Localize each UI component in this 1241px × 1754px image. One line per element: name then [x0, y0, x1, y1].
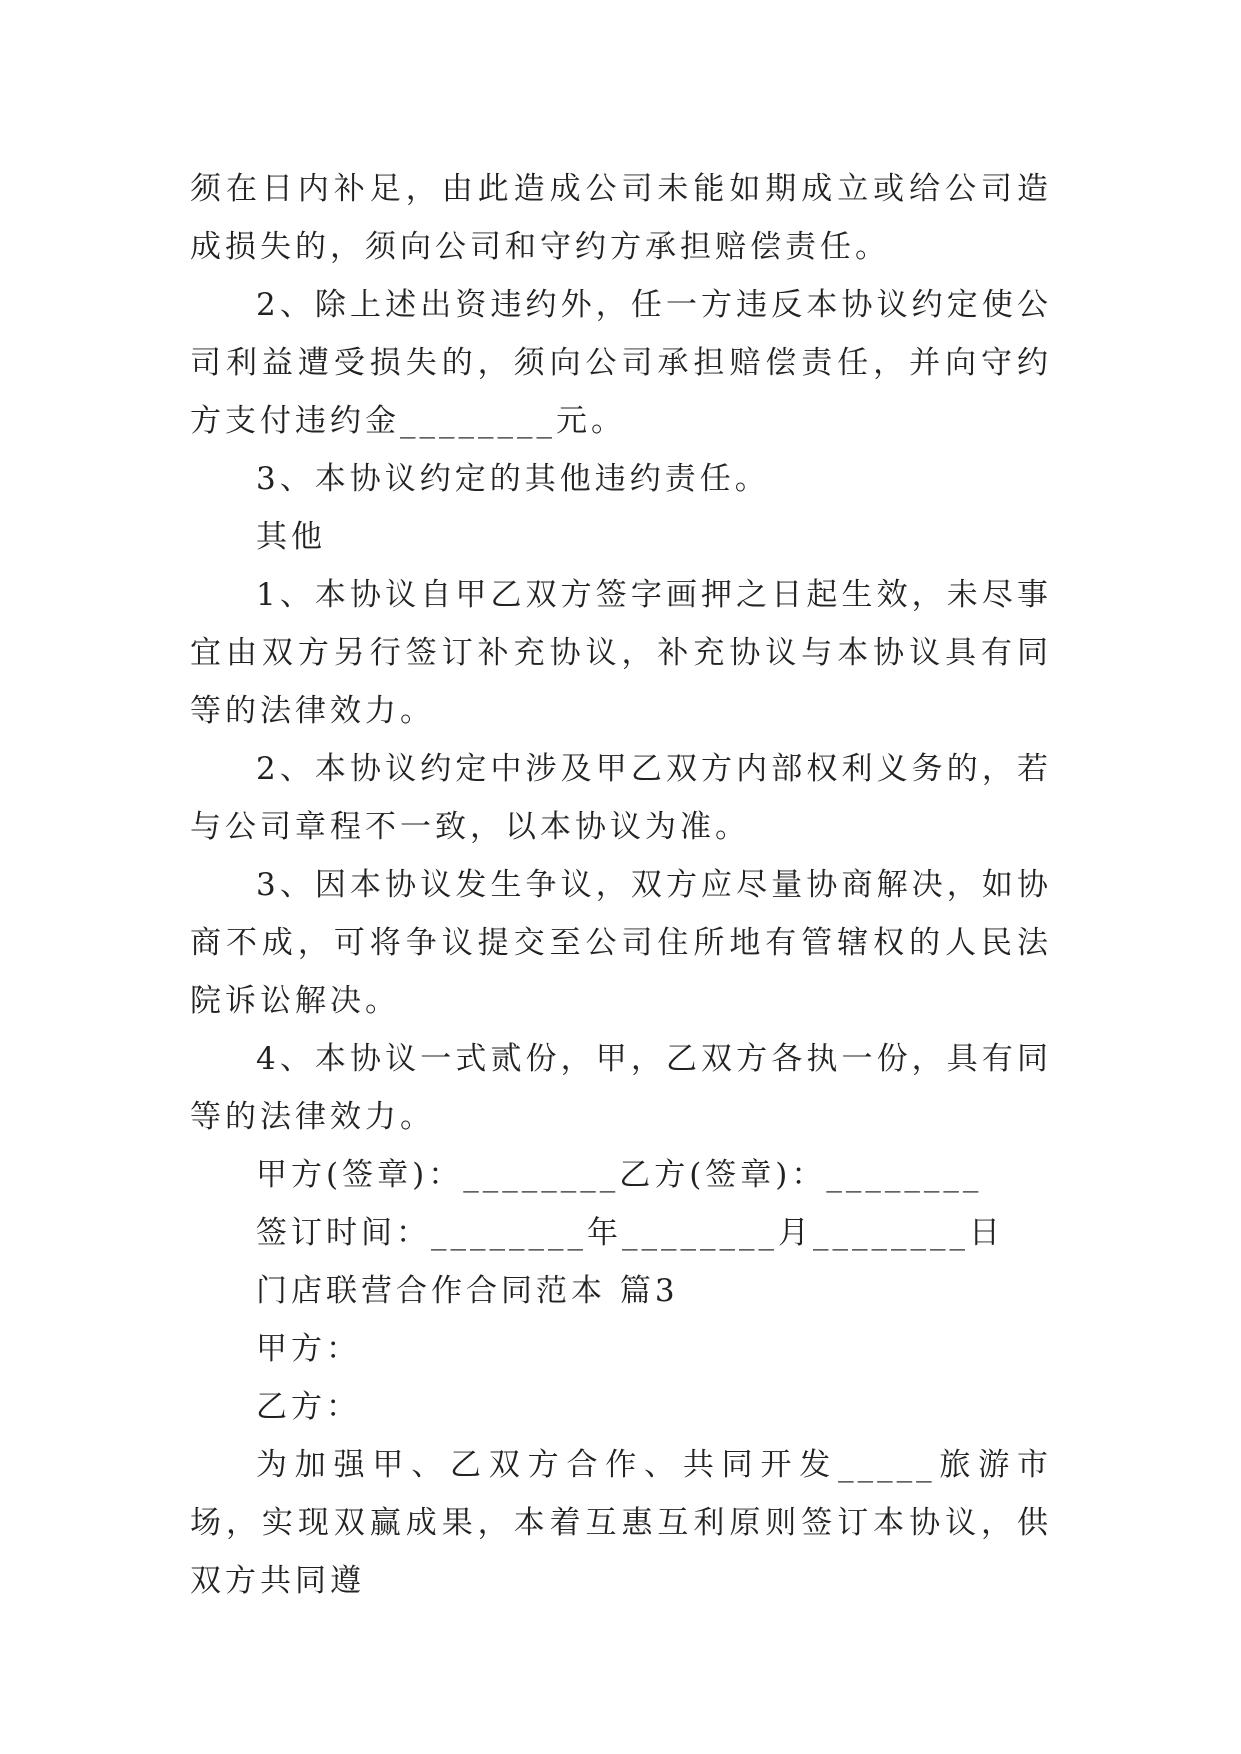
signature-line: 甲方(签章)：________乙方(签章)：________: [256, 1157, 983, 1193]
paragraph-other-clause-3: 3、因本协议发生争议，双方应尽量协商解决，如协商不成，可将争议提交至公司住所地有管辖权的人民法院诉讼解决。: [190, 867, 1052, 1019]
section-heading-other: 其他: [256, 519, 326, 555]
signing-date-line: 签订时间：________年________月________日: [256, 1215, 1004, 1251]
paragraph-clause-2-breach: 2、除上述出资违约外，任一方违反本协议约定使公司利益遭受损失的，须向公司承担赔偿责任，并向守约方支付违约金________元。: [190, 287, 1052, 439]
contract-section-title: 门店联营合作合同范本 篇3: [256, 1273, 679, 1309]
paragraph-preamble: 为加强甲、乙双方合作、共同开发_____旅游市场，实现双赢成果，本着互惠互利原则签订本协议，供双方共同遵: [190, 1447, 1052, 1599]
paragraph-other-clause-4: 4、本协议一式贰份，甲，乙双方各执一份，具有同等的法律效力。: [190, 1041, 1052, 1135]
paragraph-clause-3-breach: 3、本协议约定的其他违约责任。: [256, 461, 770, 497]
paragraph-other-clause-2: 2、本协议约定中涉及甲乙双方内部权利义务的，若与公司章程不一致，以本协议为准。: [190, 751, 1052, 845]
paragraph-penalty-continuation: 须在日内补足，由此造成公司未能如期成立或给公司造成损失的，须向公司和守约方承担赔偿责任。: [190, 171, 1052, 265]
paragraph-other-clause-1: 1、本协议自甲乙双方签字画押之日起生效，未尽事宜由双方另行签订补充协议，补充协议与本协议具有同等的法律效力。: [190, 577, 1052, 729]
party-b-line: 乙方：: [256, 1389, 361, 1425]
party-a-line: 甲方：: [256, 1331, 361, 1367]
document-page: [190, 160, 1052, 1610]
